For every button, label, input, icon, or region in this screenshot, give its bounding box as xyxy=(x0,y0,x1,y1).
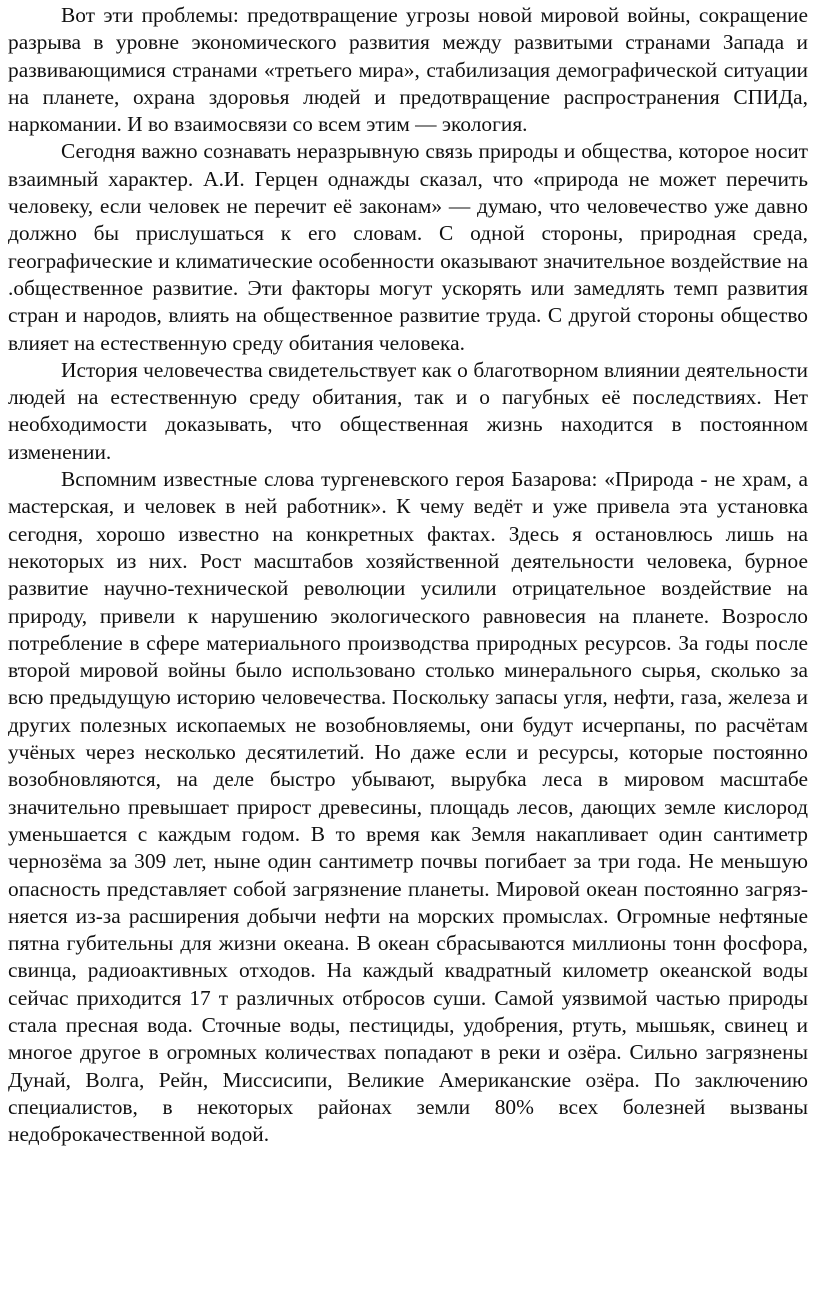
paragraph-bazarov: Вспомним известные слова тургеневского героя Базарова: «Природа - не храм, а мастерская, и человек в ней работник». К чему ведёт и уже привела эта установка сегодня, хорошо известно на конкретных фактах. Здесь я остановлюсь лишь на некоторых из них. Рост масштабов хозяйственной деятельности человека, бурное развитие научно-технической революции усилили отрицательное воздействие на природу, привели к нарушению экологического равновесия на планете. Возросло потребление в сфере материального производства природных ресурсов. За годы после второй мировой войны было использовано столько минерального сырья, сколько за всю предыдущую историю человечества. Поскольку запасы угля, нефти, газа, железа и других полезных ископаемых не возобновляемы, они будут исчерпаны, по расчётам учёных через несколько десятилетий. Но даже если и ресурсы, которые постоянно возобновляются, на деле быстро убывают, вырубка леса в мировом масштабе значительно превышает прирост древесины, площадь лесов, дающих земле кислород уменьшается с каждым годом. В то время как Земля накапливает один сантиметр чернозёма за 309 лет, ныне один сантиметр почвы погибает за три года. Не меньшую опасность представляет собой загрязнение планеты. Мировой океан постоянно загрязняется из-за расширения добычи нефти на морских промыслах. Огромные нефтяные пятна губительны для жизни океана. В океан сбрасываются миллионы тонн фосфора, свинца, радиоактивных отходов. На каждый квадратный километр океанской воды сейчас приходится 17 т различных отбросов суши. Самой уязвимой частью природы стала пресная вода. Сточные воды, пестициды, удобрения, ртуть, мышьяк, свинец и многое другое в огромных количествах попадают в реки и озёра. Сильно загрязнены Дунай, Волга, Рейн, Миссисипи, Великие Американские озёра. По заключению специалистов, в некоторых районах земли 80% всех болезней вызваны недоброкачественной водой. xyxy=(8,467,808,1147)
paragraph-history: История человечества свидетельствует как о благотворном влиянии деятельности людей на естественную среду обитания, так и о пагубных её последствиях. Нет необходимости доказывать, что общественная жизнь находится в постоянном изменении. xyxy=(8,357,808,464)
paragraph-problems: Вот эти проблемы: предотвращение угрозы новой мировой войны, сокращение разрыва в уровне экономического развития между развитыми странами Запада и развивающимися странами «третьего мира», стабилизация демографической ситуации на планете, охрана здоровья людей и предотвращение распространения СПИДа, наркомании. И во взаимосвязи со всем этим — экология. xyxy=(8,3,808,137)
document-page xyxy=(0,2,816,1290)
paragraph-nature-society: Сегодня важно сознавать неразрывную связь природы и общества, которое носит взаимный характер. А.И. Герцен однажды сказал, что «природа не может перечить человеку, если человек не перечит её законам» — думаю, что человечество уже давно должно бы прислушаться к его словам. С одной стороны, природная среда, географические и климатические особенности оказывают значительное воздействие на .общественное развитие. Эти факторы могут ускорять или замедлять темп развития стран и народов, влиять на общественное развитие труда. С другой стороны общество влияет на естественную среду обитания человека. xyxy=(8,139,808,355)
